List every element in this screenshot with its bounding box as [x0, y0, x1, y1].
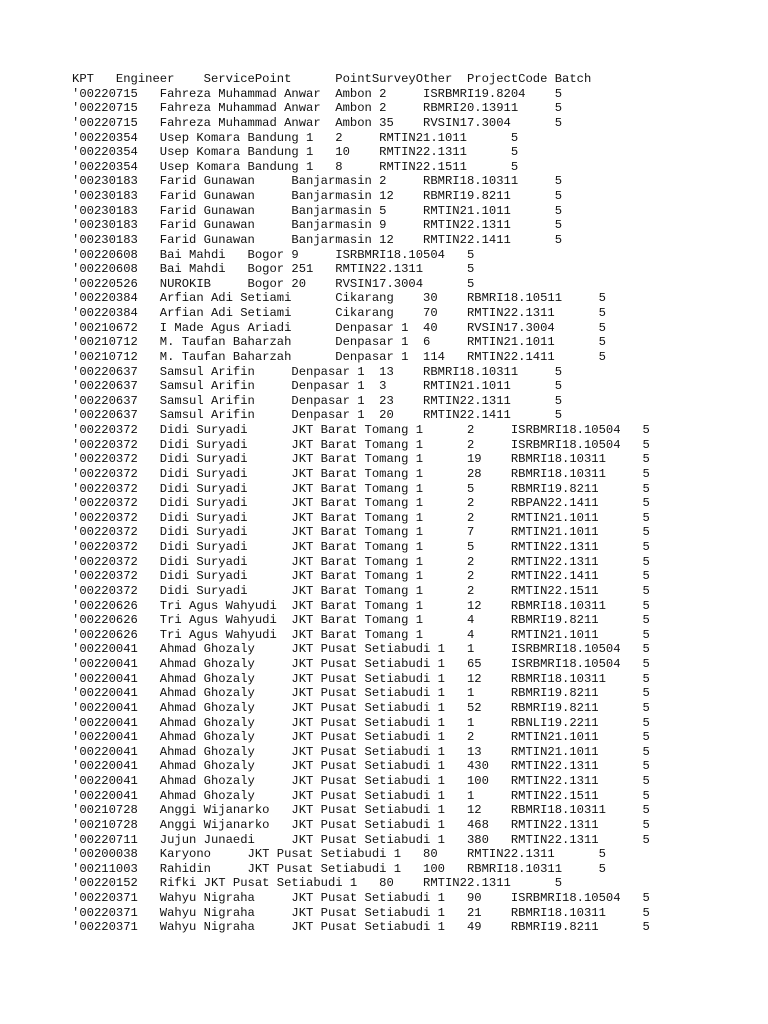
table-row: '00220715 Fahreza Muhammad Anwar Ambon 35 RVSIN17.3004 5 — [72, 115, 563, 130]
document-text — [72, 72, 650, 935]
table-row: '00220384 Arfian Adi Setiami Cikarang 70 RMTIN22.1311 5 — [72, 306, 606, 320]
table-row: '00220637 Samsul Arifin Denpasar 1 23 RMTIN22.1311 5 — [72, 393, 563, 408]
table-row: '00220372 Didi Suryadi JKT Barat Tomang 1 2 RMTIN21.1011 5 — [72, 510, 650, 525]
table-row: '00210672 I Made Agus Ariadi Denpasar 1 40 RVSIN17.3004 5 — [72, 320, 606, 335]
table-row: '00220608 Bai Mahdi Bogor 9 ISRBMRI18.10504 5 — [72, 247, 475, 262]
table-row: '00220371 Wahyu Nigraha JKT Pusat Setiabudi 1 90 ISRBMRI18.10504 5 — [72, 891, 650, 905]
table-row: '00220372 Didi Suryadi JKT Barat Tomang 1 2 ISRBMRI18.10504 5 — [72, 437, 650, 452]
table-row: '00230183 Farid Gunawan Banjarmasin 12 RBMRI19.8211 5 — [72, 189, 563, 203]
table-row: '00220354 Usep Komara Bandung 1 10 RMTIN22.1311 5 — [72, 145, 519, 160]
table-row: '00220041 Ahmad Ghozaly JKT Pusat Setiabudi 1 1 RBNLI19.2211 5 — [72, 715, 650, 730]
table-row: '00210712 M. Taufan Baharzah Denpasar 1 6 RMTIN21.1011 5 — [72, 335, 606, 350]
table-row: '00220372 Didi Suryadi JKT Barat Tomang 1 2 RMTIN22.1411 5 — [72, 569, 650, 584]
table-row: '00220372 Didi Suryadi JKT Barat Tomang 1 19 RBMRI18.10311 5 — [72, 452, 650, 467]
table-row: '00230183 Farid Gunawan Banjarmasin 5 RMTIN21.1011 5 — [72, 203, 563, 218]
table-row: '00220372 Didi Suryadi JKT Barat Tomang 1 2 RMTIN22.1511 5 — [72, 583, 650, 598]
table-row: '00220711 Jujun Junaedi JKT Pusat Setiabudi 1 380 RMTIN22.1311 5 — [72, 832, 650, 847]
table-row: '00220041 Ahmad Ghozaly JKT Pusat Setiabudi 1 13 RMTIN21.1011 5 — [72, 744, 650, 759]
table-row: '00220371 Wahyu Nigraha JKT Pusat Setiabudi 1 49 RBMRI19.8211 5 — [72, 920, 650, 935]
table-row: '00211003 Rahidin JKT Pusat Setiabudi 1 100 RBMRI18.10311 5 — [72, 861, 606, 876]
table-row: '00220608 Bai Mahdi Bogor 251 RMTIN22.1311 5 — [72, 262, 475, 277]
table-row: '00220626 Tri Agus Wahyudi JKT Barat Tomang 1 4 RBMRI19.8211 5 — [72, 613, 650, 628]
table-row: '00220354 Usep Komara Bandung 1 2 RMTIN21.1011 5 — [72, 130, 519, 145]
table-row: '00210728 Anggi Wijanarko JKT Pusat Setiabudi 1 12 RBMRI18.10311 5 — [72, 803, 650, 818]
table-row: '00220372 Didi Suryadi JKT Barat Tomang 1 5 RMTIN22.1311 5 — [72, 540, 650, 554]
table-row: '00220637 Samsul Arifin Denpasar 1 20 RMTIN22.1411 5 — [72, 408, 563, 423]
table-row: '00220626 Tri Agus Wahyudi JKT Barat Tomang 1 4 RMTIN21.1011 5 — [72, 627, 650, 642]
table-row: '00220715 Fahreza Muhammad Anwar Ambon 2 ISRBMRI19.8204 5 — [72, 86, 563, 101]
table-row: '00220041 Ahmad Ghozaly JKT Pusat Setiabudi 1 1 RBMRI19.8211 5 — [72, 686, 650, 701]
table-row: '00220637 Samsul Arifin Denpasar 1 3 RMTIN21.1011 5 — [72, 379, 563, 394]
table-row: '00220041 Ahmad Ghozaly JKT Pusat Setiabudi 1 430 RMTIN22.1311 5 — [72, 759, 650, 774]
table-row: '00220715 Fahreza Muhammad Anwar Ambon 2 RBMRI20.13911 5 — [72, 101, 563, 116]
table-row: '00220526 NUROKIB Bogor 20 RVSIN17.3004 5 — [72, 276, 475, 291]
table-row: '00220041 Ahmad Ghozaly JKT Pusat Setiabudi 1 12 RBMRI18.10311 5 — [72, 671, 650, 686]
table-row: '00220041 Ahmad Ghozaly JKT Pusat Setiabudi 1 52 RBMRI19.8211 5 — [72, 700, 650, 715]
table-row: '00210712 M. Taufan Baharzah Denpasar 1 114 RMTIN22.1411 5 — [72, 349, 606, 364]
table-row: '00220384 Arfian Adi Setiami Cikarang 30 RBMRI18.10511 5 — [72, 291, 606, 306]
table-row: '00230183 Farid Gunawan Banjarmasin 2 RBMRI18.10311 5 — [72, 174, 563, 189]
table-row: '00220637 Samsul Arifin Denpasar 1 13 RBMRI18.10311 5 — [72, 364, 563, 379]
table-row: '00220041 Ahmad Ghozaly JKT Pusat Setiabudi 1 1 ISRBMRI18.10504 5 — [72, 642, 650, 657]
table-row: '00220041 Ahmad Ghozaly JKT Pusat Setiabudi 1 65 ISRBMRI18.10504 5 — [72, 657, 650, 671]
table-row: '00220372 Didi Suryadi JKT Barat Tomang 1 7 RMTIN21.1011 5 — [72, 525, 650, 540]
table-row: '00220372 Didi Suryadi JKT Barat Tomang 1 2 RBPAN22.1411 5 — [72, 496, 650, 511]
table-row: '00220041 Ahmad Ghozaly JKT Pusat Setiabudi 1 1 RMTIN22.1511 5 — [72, 788, 650, 803]
table-row: '00230183 Farid Gunawan Banjarmasin 9 RMTIN22.1311 5 — [72, 218, 563, 233]
table-row: '00230183 Farid Gunawan Banjarmasin 12 RMTIN22.1411 5 — [72, 232, 563, 247]
table-row: '00220626 Tri Agus Wahyudi JKT Barat Tomang 1 12 RBMRI18.10311 5 — [72, 598, 650, 613]
table-row: '00220354 Usep Komara Bandung 1 8 RMTIN22.1511 5 — [72, 159, 519, 174]
header-line: KPT Engineer ServicePoint PointSurveyOther ProjectCode Batch — [72, 72, 592, 86]
table-row: '00220372 Didi Suryadi JKT Barat Tomang 1 2 RMTIN22.1311 5 — [72, 554, 650, 569]
table-row: '00210728 Anggi Wijanarko JKT Pusat Setiabudi 1 468 RMTIN22.1311 5 — [72, 817, 650, 832]
table-row: '00220152 Rifki JKT Pusat Setiabudi 1 80 RMTIN22.1311 5 — [72, 876, 563, 891]
table-row: '00220041 Ahmad Ghozaly JKT Pusat Setiabudi 1 2 RMTIN21.1011 5 — [72, 730, 650, 745]
table-row: '00200038 Karyono JKT Pusat Setiabudi 1 80 RMTIN22.1311 5 — [72, 847, 606, 862]
table-row: '00220372 Didi Suryadi JKT Barat Tomang 1 5 RBMRI19.8211 5 — [72, 481, 650, 496]
table-row: '00220372 Didi Suryadi JKT Barat Tomang 1 2 ISRBMRI18.10504 5 — [72, 423, 650, 437]
data-rows — [72, 87, 650, 935]
table-row: '00220371 Wahyu Nigraha JKT Pusat Setiabudi 1 21 RBMRI18.10311 5 — [72, 905, 650, 920]
table-row: '00220041 Ahmad Ghozaly JKT Pusat Setiabudi 1 100 RMTIN22.1311 5 — [72, 774, 650, 788]
table-row: '00220372 Didi Suryadi JKT Barat Tomang 1 28 RBMRI18.10311 5 — [72, 466, 650, 481]
